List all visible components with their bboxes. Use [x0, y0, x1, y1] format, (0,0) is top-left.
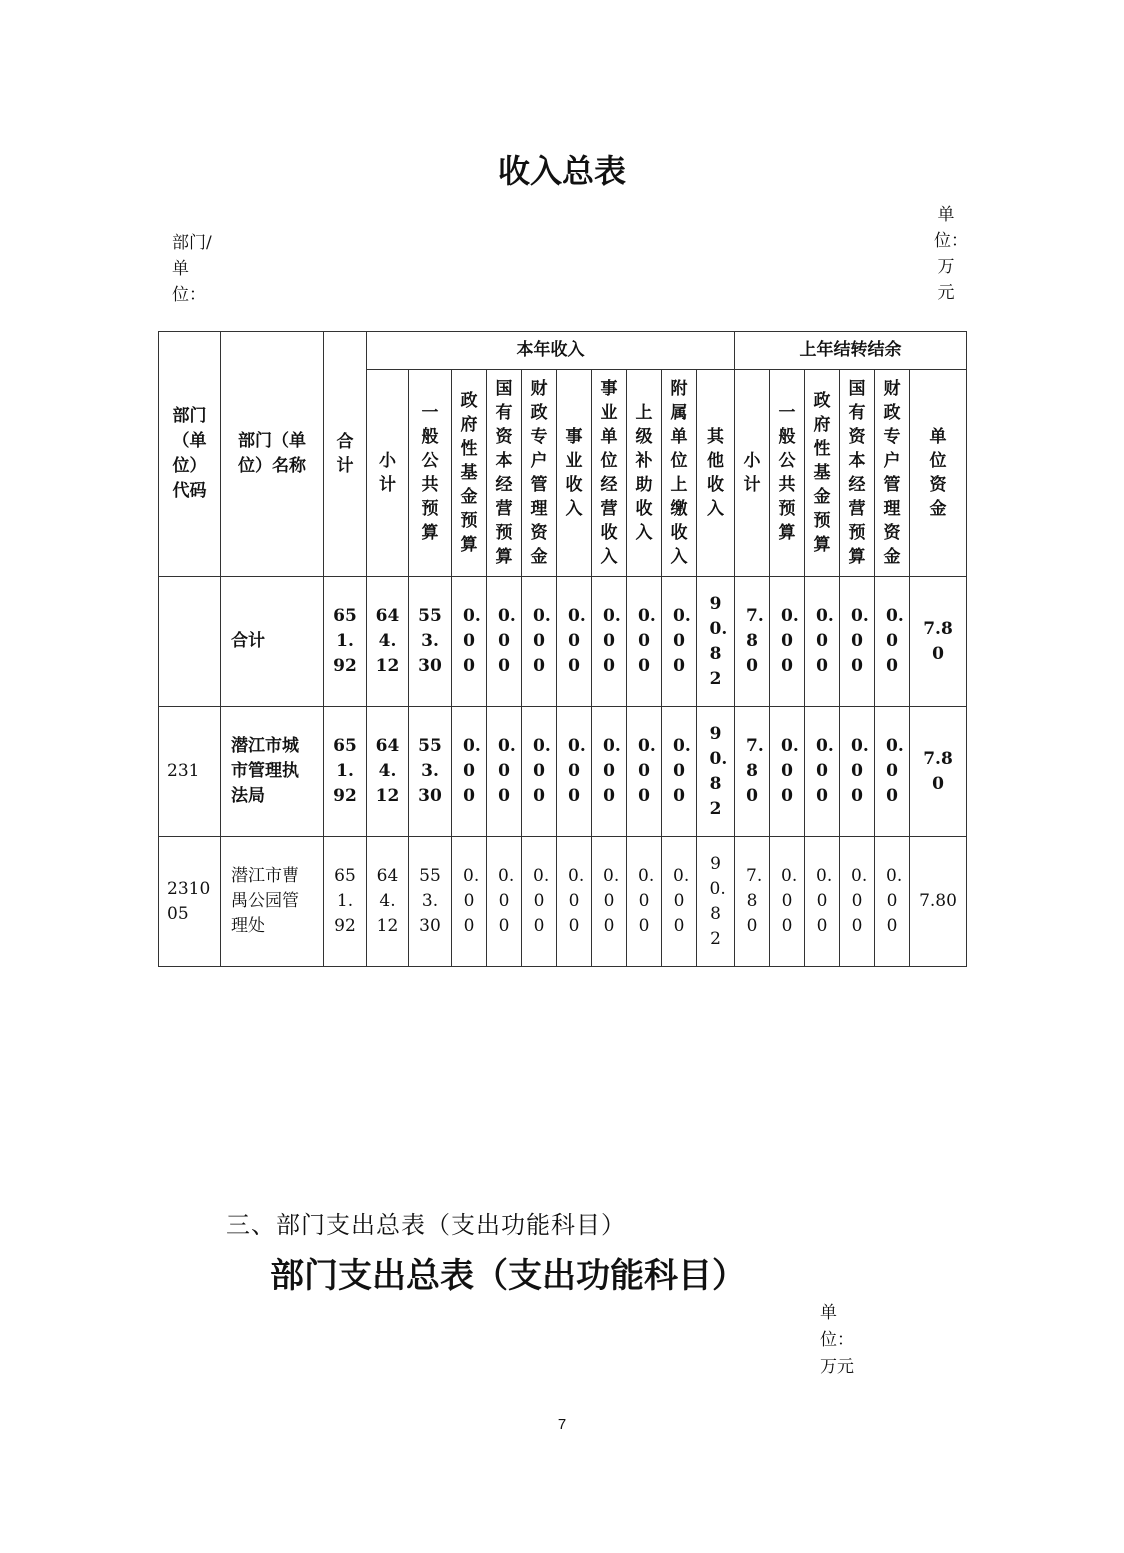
unit-label: 单位：万元	[934, 205, 968, 303]
row-value: 0.00	[805, 837, 840, 967]
header-cy-col: 其他收入	[697, 370, 735, 577]
dept-label: 部门/单位：	[172, 233, 212, 305]
header-current-year: 本年收入	[367, 332, 735, 370]
header-py-col: 一般公共预算	[770, 370, 805, 577]
row-code: 231	[159, 707, 221, 837]
row-value: 553.30	[409, 707, 452, 837]
row-value: 644.12	[367, 837, 409, 967]
row-value: 7.80	[735, 837, 770, 967]
header-py-col: 政府性基金预算	[805, 370, 840, 577]
header-py-col: 国有资本经营预算	[840, 370, 875, 577]
header-py-col: 单位资金	[910, 370, 967, 577]
row-value: 553.30	[409, 577, 452, 707]
row-value: 0.00	[770, 577, 805, 707]
header-cy-col: 政府性基金预算	[452, 370, 487, 577]
header-prior-year: 上年结转结余	[735, 332, 967, 370]
row-value: 0.00	[627, 707, 662, 837]
row-value: 7.80	[910, 577, 967, 707]
row-value: 0.00	[840, 577, 875, 707]
row-value: 7.80	[735, 707, 770, 837]
row-value: 0.00	[770, 707, 805, 837]
row-value: 0.00	[592, 837, 627, 967]
row-value: 90.82	[697, 707, 735, 837]
row-value: 0.00	[557, 577, 592, 707]
row-value: 0.00	[557, 707, 592, 837]
row-value: 0.00	[487, 707, 522, 837]
table-row	[159, 577, 967, 707]
table-row	[159, 837, 967, 967]
page-number: 7	[557, 1416, 567, 1433]
header-cy-col: 事业收入	[557, 370, 592, 577]
expenditure-title: 部门支出总表（支出功能科目）	[270, 1256, 746, 1296]
header-total: 合计	[324, 332, 367, 577]
row-name: 合计	[221, 577, 324, 707]
header-cy-col: 财政专户管理资金	[522, 370, 557, 577]
row-value: 0.00	[592, 577, 627, 707]
row-value: 0.00	[805, 577, 840, 707]
row-value: 0.00	[627, 837, 662, 967]
row-name: 潜江市城市管理执法局	[221, 707, 324, 837]
row-value: 651.92	[324, 837, 367, 967]
row-value: 0.00	[487, 837, 522, 967]
row-value: 0.00	[875, 837, 910, 967]
row-value: 0.00	[452, 837, 487, 967]
row-value: 0.00	[592, 707, 627, 837]
header-cy-col: 国有资本经营预算	[487, 370, 522, 577]
row-value: 0.00	[522, 577, 557, 707]
header-cy-col: 一般公共预算	[409, 370, 452, 577]
row-value: 0.00	[627, 577, 662, 707]
row-value: 644.12	[367, 707, 409, 837]
table-row	[159, 707, 967, 837]
row-value: 651.92	[324, 707, 367, 837]
row-value: 0.00	[487, 577, 522, 707]
header-cy-col: 小计	[367, 370, 409, 577]
header-py-col: 财政专户管理资金	[875, 370, 910, 577]
row-name: 潜江市曹禺公园管理处	[221, 837, 324, 967]
row-value: 7.80	[735, 577, 770, 707]
unit-label-2: 单位：万元	[820, 1303, 854, 1377]
row-value: 90.82	[697, 577, 735, 707]
row-value: 0.00	[840, 837, 875, 967]
header-cy-col: 事业单位经营收入	[592, 370, 627, 577]
row-value: 0.00	[662, 837, 697, 967]
row-value: 0.00	[522, 707, 557, 837]
row-value: 0.00	[770, 837, 805, 967]
row-value: 0.00	[875, 707, 910, 837]
section-heading: 三、部门支出总表（支出功能科目）	[226, 1211, 626, 1239]
row-value: 0.00	[875, 577, 910, 707]
row-value: 0.00	[522, 837, 557, 967]
income-table	[158, 331, 967, 967]
row-code: 231005	[159, 837, 221, 967]
header-name: 部门（单位）名称	[221, 332, 324, 577]
row-value: 651.92	[324, 577, 367, 707]
header-code: 部门（单位）代码	[159, 332, 221, 577]
row-value: 7.80	[910, 707, 967, 837]
row-value: 90.82	[697, 837, 735, 967]
row-value: 644.12	[367, 577, 409, 707]
row-value: 0.00	[452, 577, 487, 707]
header-py-col: 小计	[735, 370, 770, 577]
row-value: 0.00	[805, 707, 840, 837]
page-title: 收入总表	[497, 152, 626, 190]
header-cy-col: 附属单位上缴收入	[662, 370, 697, 577]
row-value: 0.00	[662, 707, 697, 837]
row-value: 7.80	[910, 837, 967, 967]
row-value: 0.00	[662, 577, 697, 707]
header-cy-col: 上级补助收入	[627, 370, 662, 577]
row-value: 553.30	[409, 837, 452, 967]
row-code	[159, 577, 221, 707]
row-value: 0.00	[840, 707, 875, 837]
row-value: 0.00	[557, 837, 592, 967]
row-value: 0.00	[452, 707, 487, 837]
